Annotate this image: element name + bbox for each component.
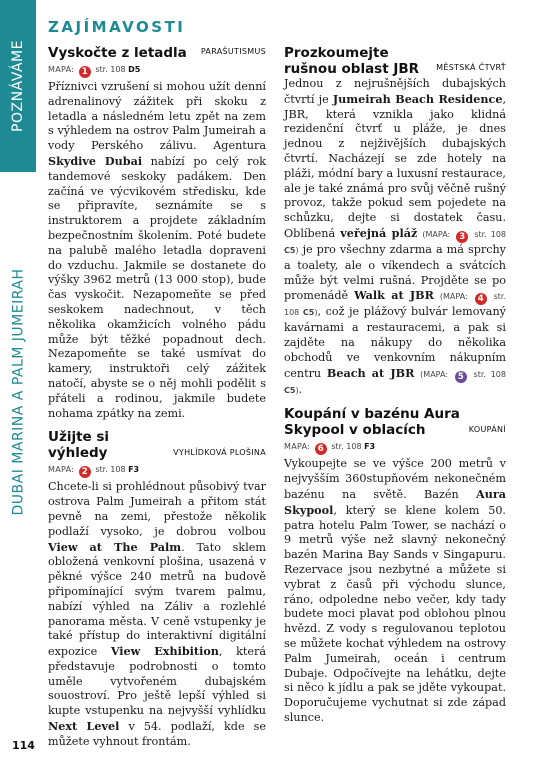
map-grid: C5 [284,385,296,395]
entry-jbr [284,45,506,398]
map-reference [284,440,506,455]
body-text: . Tato sklem obložená venkovní plošina, usazená v pěkné výšce 240 metrů na budově připomínající svým tvarem palmu, nabízí výhled na Záliv a rozlehlé panorama města. V ceně vstupenky je také přístup do interaktivní digitální expozice [48,540,267,659]
entry-header [284,45,506,77]
map-reference [48,63,266,78]
inline-map-ref: (MAPA: 3 str. 108 C5) [284,229,507,255]
body-highlight: Jumeirah Beach Residence [332,91,503,106]
body-text: , který se klene kolem 50. patra hotelu Palm Tower, se nachází o 9 metrů výše než slavný nekonečný bazén Marina Bay Sands v Singapuru. Rezervace jsou nezbytné a můžete si vybrat z časů při východu slunce, ráno, odpoledne nebo večer, kdy tady budete moci plavat pod oblohou plnou hvězd. Z vody s regulovanou teplotou se můžete kochat výhledem na ostrovy Palm Jumeirah, oceán i centrum Dubaje. Odpočívejte na lehátku, dejte si něco k jídlu a pak se jděte vykoupat. Doporučujeme vychutnat si zde západ slunce. [284,503,506,724]
entry-skydive [48,45,266,421]
page-number: 114 [12,739,35,752]
map-label: MAPA: [48,65,75,74]
entry-category: VYHLÍDKOVÁ PLOŠINA [173,447,266,457]
map-page: str. 108 [473,369,506,379]
entry-category: MĚSTSKÁ ČTVRŤ [436,63,506,73]
section-heading: ZAJÍMAVOSTI [48,18,186,36]
inline-map-ref: (MAPA: 4 str. 108 C5) [284,292,506,318]
body-text: Příznivci vzrušení si mohou užít denní adrenalinový zážitek při skoku z letadla a následném letu zpět na zem s výhledem na ostrov Palm Jumeirah a vody Perského zálivu. Agentura [48,80,266,153]
map-number-badge: 2 [79,466,91,478]
map-grid: F3 [364,442,376,452]
entry-body [48,80,266,421]
entry-body [284,77,506,398]
map-page: str. 108 [474,229,507,239]
body-highlight: Aura Skypool [284,486,506,517]
sidebar-area-label-wrap [0,172,36,612]
sidebar-area-label: DUBAI MARINA A PALM JUMEIRAH [10,268,27,516]
map-number-badge: 1 [79,66,91,78]
body-highlight: View Exhibition [110,644,219,659]
body-text: , což je plážový bulvár lemovaný kavárnami a restauracemi, a pak si zajděte na nákupy do několika obchodů ve venkovním nákupním centru [284,305,507,380]
left-column [48,45,266,758]
body-text: Vykoupejte se ve výšce 200 metrů v nejvyšším 360stupňovém nekonečném bazénu na světě. Bazén [284,457,506,501]
entry-title: Užijte si výhledy [48,429,110,462]
map-number-badge: 3 [456,231,468,243]
map-number-badge: 6 [315,443,327,455]
entry-title: Vyskočte z letadla [48,45,187,61]
entry-skypool [284,406,506,725]
entry-title: Koupání v bazénu Aura Skypool v oblacích [284,406,460,439]
entry-views [48,429,266,749]
sidebar-section-label: POZNÁVÁME [10,40,27,132]
body-text: , JBR, která vznikla jako klidná rezidenční čtvrť u pláže, je dnes jednou z nejživějších dubajských čtvrtí. Nacházejí se zde hotely na pláži, módní bary a luxusní restaurace, ale je také známá pro svůj věčně rušný provoz, takže pokud sem pojedete na schůzku, dejte si dostatek času. Oblíbená [284,92,506,240]
map-number-badge: 4 [475,293,487,305]
map-label: MAPA: [284,442,311,452]
map-page: str. 108 [331,442,362,452]
map-page: str. 108 [284,292,506,318]
map-grid: C5 [302,308,315,318]
body-text: Jednou z nejrušnějších dubajských čtvrtí je [284,77,506,106]
body-text: Chcete-li si prohlédnout působivý tvar ostrova Palm Jumeirah a přitom stát pevně na zemi, přestože několik podlaží vysoko, je dobrou volbou [48,480,266,538]
body-text: v 54. podlaží, kde se můžete vyhnout frontám. [48,720,266,748]
map-label: MAPA: [443,292,468,302]
body-highlight: Next Level [48,719,120,734]
entry-header [48,429,266,461]
sidebar-section-label-wrap [0,0,36,172]
entry-body [284,457,506,725]
body-highlight: View at The Palm [48,539,182,554]
body-text: nabízí po celý rok tandemové seskoky padákem. Den začíná ve výcvikovém středisku, kde se připravíte, seznámíte se s instruktorem a projdete základním bezpečnostním školením. Poté budete na palubě malého letadla dopraveni do vzduchu. Jakmile se dostanete do výšky 3962 metrů (13 000 stop), bude čas vyskočit. Nezapomeňte se před seskokem nadechnout, v těch několika okamžicích volného pádu může být těžké popadnout dech. Nezapomeňte se také usmívat do kamery, instruktoři celý zážitek natočí, abyste se o něj mohli podělit s přáteli a rodinou, jakmile budete nohama zpátky na zemi. [48,154,266,420]
inline-map-ref: (MAPA: 5 str. 108 C5) [284,369,506,395]
map-page: str. 108 [95,465,126,475]
map-reference [48,463,266,478]
body-highlight: Walk at JBR [354,288,434,303]
body-highlight: Skydive Dubai [48,153,143,168]
right-column [284,45,506,734]
map-grid: F3 [128,465,140,475]
entry-title: Prozkoumejte rušnou oblast JBR [284,45,420,77]
map-label: MAPA: [423,369,449,379]
entry-header [284,406,506,438]
entry-category: PARAŠUTISMUS [200,47,266,57]
entry-body [48,480,266,749]
map-grid: D5 [128,65,141,74]
body-highlight: veřejná pláž [340,225,418,240]
body-text: . [298,382,303,396]
map-grid: C5 [284,245,296,255]
map-label: MAPA: [48,465,75,475]
map-page: str. 108 [95,65,126,74]
map-label: MAPA: [425,229,451,239]
body-highlight: Beach at JBR [326,365,415,380]
entry-category: KOUPÁNÍ [468,424,506,434]
body-text: , která představuje podrobnosti o tomto uměle vytvořeném dubajském souostroví. Pro ještě lepší výhled si kupte vstupenku na nejvyšší vyhlídku [48,645,267,718]
entry-header [48,45,266,61]
body-text: je pro všechny zdarma a má sprchy a toalety, ale o víkendech a svátcích může být velmi rušná. Projděte se po promenádě [284,242,506,303]
map-number-badge: 5 [455,371,467,383]
